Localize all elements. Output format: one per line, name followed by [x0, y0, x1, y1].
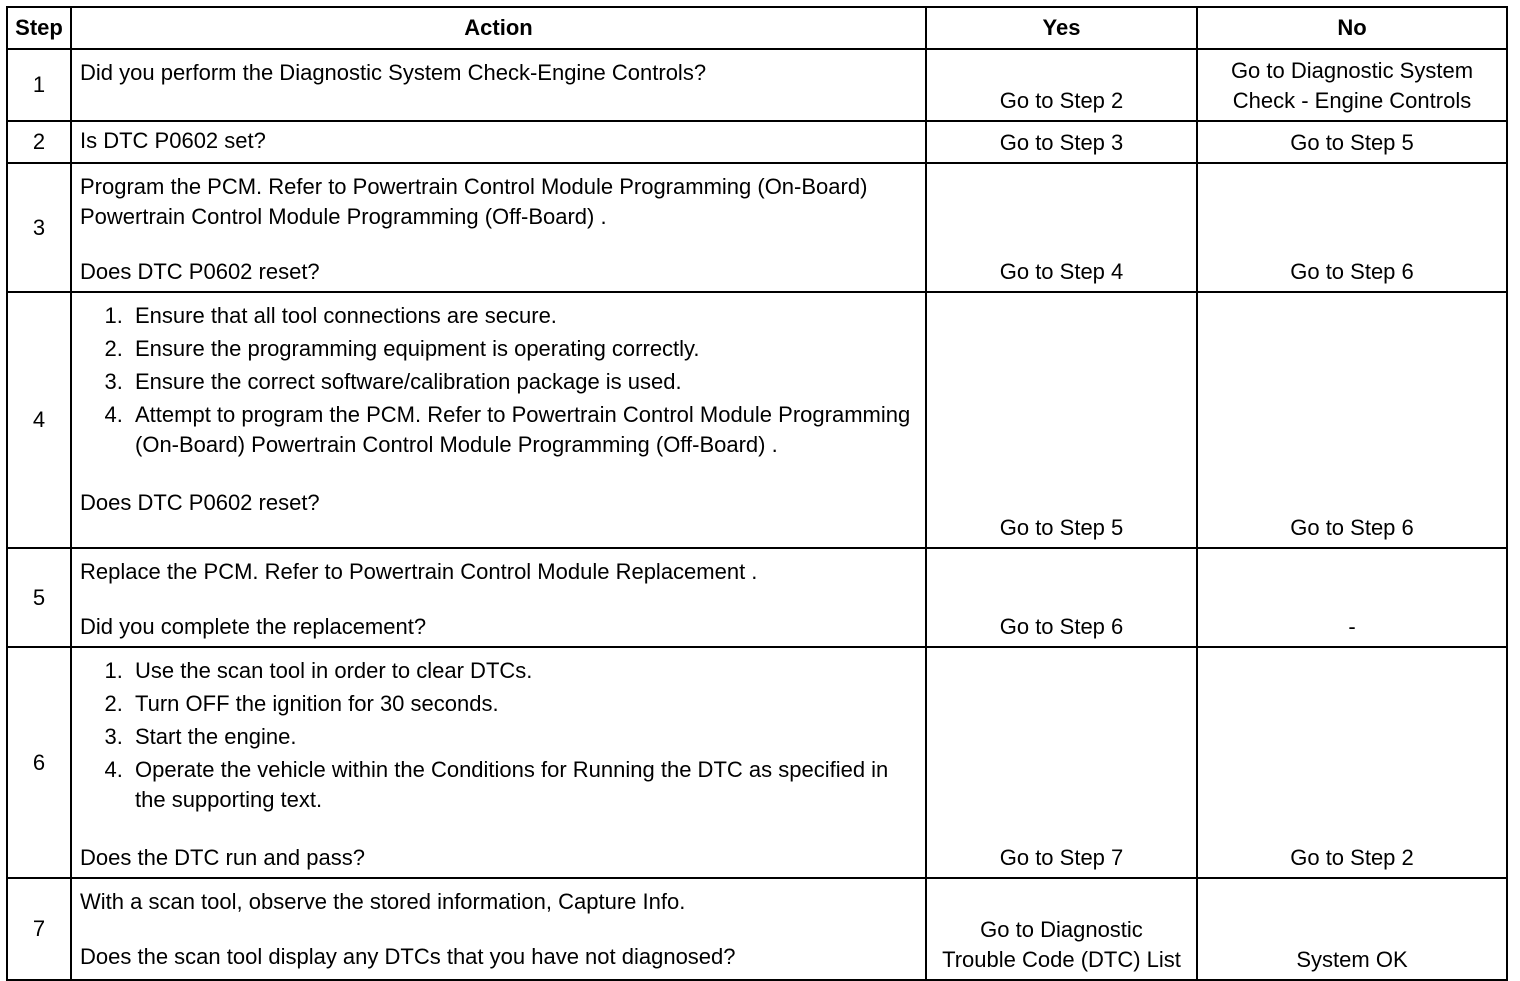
yes-cell: Go to Step 6 [926, 548, 1197, 647]
list-item: 2. Turn OFF the ignition for 30 seconds. [129, 689, 915, 719]
action-list [80, 656, 915, 815]
list-item: 2. Ensure the programming equipment is operating correctly. [129, 334, 915, 364]
action-cell [71, 292, 926, 548]
action-cell [71, 878, 926, 980]
step-number: 3 [7, 163, 71, 292]
step-number: 7 [7, 878, 71, 980]
action-cell [71, 163, 926, 292]
action-cell [71, 49, 926, 121]
yes-cell: Go to Step 4 [926, 163, 1197, 292]
action-cell [71, 647, 926, 878]
table-row [7, 292, 1507, 548]
action-question: Does DTC P0602 reset? [80, 490, 320, 515]
table-row [7, 878, 1507, 980]
step-number: 5 [7, 548, 71, 647]
no-cell: Go to Diagnostic System Check - Engine Controls [1197, 49, 1507, 121]
action-text: Program the PCM. Refer to Powertrain Control Module Programming (On-Board) Powertrain Control Module Programming (Off-Board) . [80, 174, 868, 229]
list-item: 4. Attempt to program the PCM. Refer to Powertrain Control Module Programming (On-Board) Powertrain Control Module Programming (Off-Board) . [129, 400, 915, 460]
list-item: 3. Start the engine. [129, 722, 915, 752]
no-cell: - [1197, 548, 1507, 647]
header-no: No [1197, 7, 1507, 49]
step-number: 1 [7, 49, 71, 121]
no-cell: Go to Step 6 [1197, 292, 1507, 548]
list-item: 1. Use the scan tool in order to clear DTCs. [129, 656, 915, 686]
action-question: Did you complete the replacement? [80, 614, 427, 639]
no-cell: Go to Step 2 [1197, 647, 1507, 878]
step-number: 4 [7, 292, 71, 548]
no-cell: Go to Step 5 [1197, 121, 1507, 163]
list-item: 1. Ensure that all tool connections are secure. [129, 301, 915, 331]
action-cell [71, 548, 926, 647]
action-list [80, 301, 915, 460]
table-row [7, 121, 1507, 163]
table-row [7, 49, 1507, 121]
action-text: Is DTC P0602 set? [80, 128, 266, 153]
action-text: With a scan tool, observe the stored information, Capture Info. [80, 889, 686, 914]
step-number: 2 [7, 121, 71, 163]
header-step: Step [7, 7, 71, 49]
yes-cell: Go to Step 7 [926, 647, 1197, 878]
list-item: 3. Ensure the correct software/calibration package is used. [129, 367, 915, 397]
header-action: Action [71, 7, 926, 49]
list-item: 4. Operate the vehicle within the Conditions for Running the DTC as specified in the supporting text. [129, 755, 915, 815]
action-question: Does the DTC run and pass? [80, 845, 365, 870]
action-question: Does the scan tool display any DTCs that you have not diagnosed? [80, 944, 736, 969]
yes-cell: Go to Step 3 [926, 121, 1197, 163]
action-cell [71, 121, 926, 163]
header-yes: Yes [926, 7, 1197, 49]
header-row [7, 7, 1507, 49]
yes-cell: Go to Step 5 [926, 292, 1197, 548]
no-cell: System OK [1197, 878, 1507, 980]
table-row [7, 163, 1507, 292]
diagnostic-table [6, 6, 1508, 981]
action-text: Did you perform the Diagnostic System Check-Engine Controls? [80, 60, 707, 85]
yes-cell: Go to Step 2 [926, 49, 1197, 121]
no-cell: Go to Step 6 [1197, 163, 1507, 292]
action-question: Does DTC P0602 reset? [80, 259, 320, 284]
yes-cell: Go to Diagnostic Trouble Code (DTC) List [926, 878, 1197, 980]
table-row [7, 647, 1507, 878]
table-row [7, 548, 1507, 647]
action-text: Replace the PCM. Refer to Powertrain Control Module Replacement . [80, 559, 758, 584]
step-number: 6 [7, 647, 71, 878]
